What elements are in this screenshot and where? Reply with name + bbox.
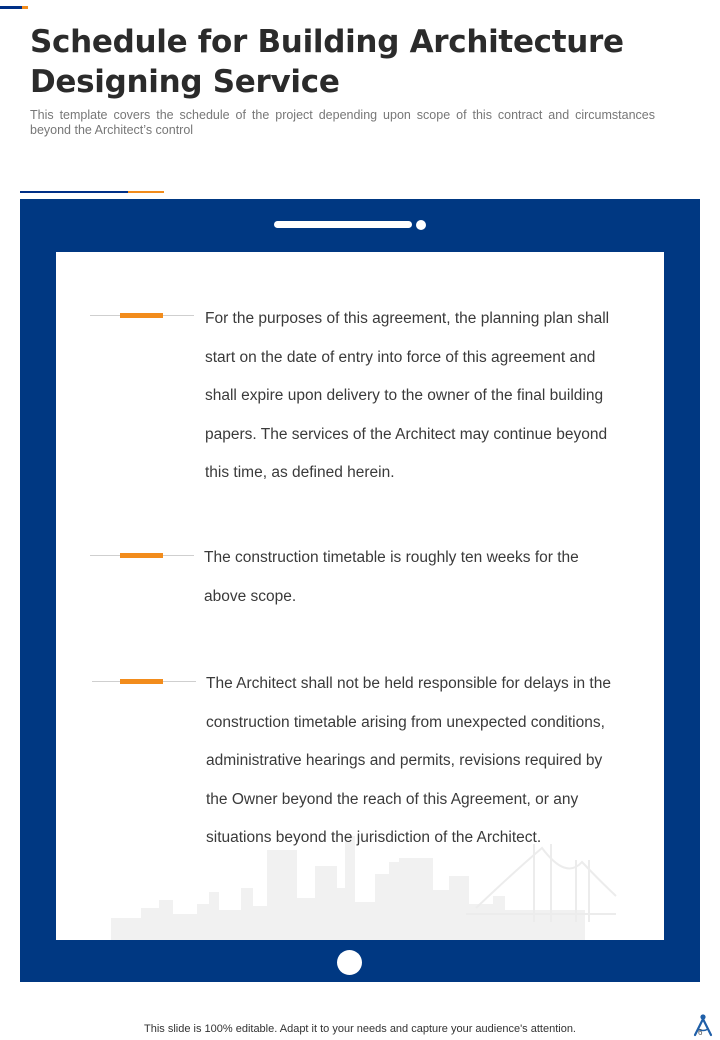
- tablet-camera: [416, 220, 426, 230]
- item-marker: [120, 553, 163, 558]
- item-text: The Architect shall not be held responsible for delays in the construction timetable arising from unexpected conditions, administrative hearings and permits, revisions required by the Owner beyond the reach of this Agreement, or any situations beyond the jurisdiction of the Architect.: [206, 675, 611, 846]
- page-title: Schedule for Building Architecture Designing Service: [30, 24, 624, 100]
- corner-accent-orange: [22, 6, 28, 9]
- corner-accent-blue: [0, 6, 22, 9]
- tablet-screen: [56, 252, 664, 940]
- item-text: For the purposes of this agreement, the planning plan shall start on the date of entry into force of this agreement and shall expire upon delivery to the owner of the final building papers. The services of the Architect may continue beyond this time, as defined herein.: [205, 310, 610, 481]
- page-number: 6: [698, 1028, 703, 1037]
- header-divider-orange: [128, 191, 164, 193]
- footer-note: This slide is 100% editable. Adapt it to your needs and capture your audience's attention.: [144, 1023, 576, 1035]
- page-subtitle: This template covers the schedule of the project depending upon scope of this contract and circumstances beyond the Architect’s control: [30, 108, 655, 137]
- item-marker: [120, 679, 163, 684]
- tablet-frame: [20, 199, 700, 982]
- compass-logo-icon: [690, 1012, 716, 1038]
- item-marker: [120, 313, 163, 318]
- tablet-speaker: [274, 221, 412, 228]
- item-text: The construction timetable is roughly ten weeks for the above scope.: [204, 549, 579, 605]
- header-divider-blue: [20, 191, 128, 193]
- tablet-home-button: [337, 950, 362, 975]
